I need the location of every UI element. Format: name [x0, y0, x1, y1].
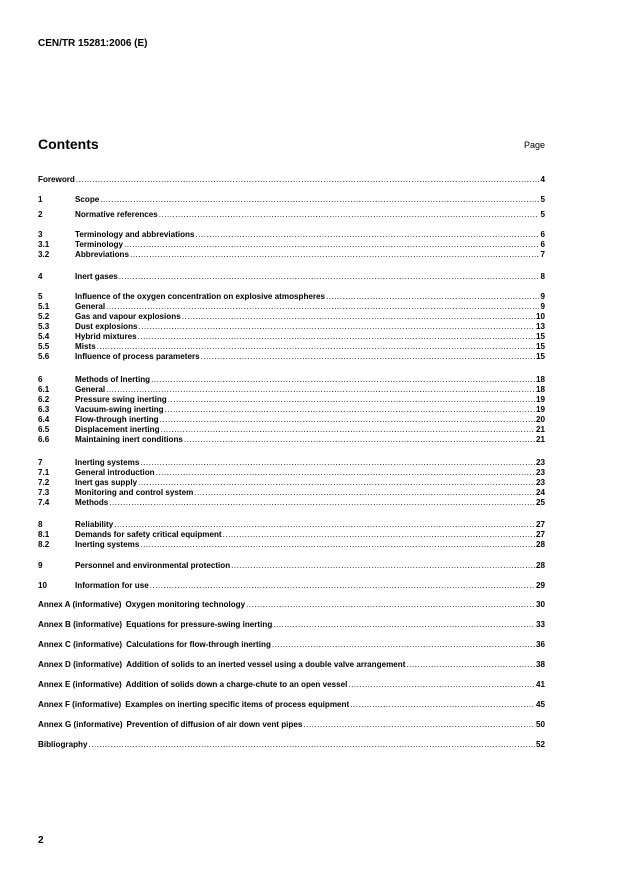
toc-entry-title: Dust explosions — [75, 322, 138, 331]
toc-dot-leader — [165, 405, 535, 415]
toc-entry-title: Oxygen monitoring technology — [125, 600, 246, 609]
toc-dot-leader — [326, 292, 539, 302]
toc-dot-leader — [114, 520, 535, 530]
toc-entry-title: Influence of process parameters — [75, 352, 200, 361]
toc-entry-title: Methods of Inerting — [75, 375, 151, 384]
page-number: 2 — [38, 835, 44, 846]
toc-entry-title: Calculations for flow-through inerting — [126, 640, 271, 649]
toc-dot-leader — [150, 581, 535, 591]
toc-page-number: 36 — [535, 640, 545, 649]
toc-dot-leader — [76, 175, 540, 185]
toc-section-number: 6 — [38, 375, 43, 384]
toc-dot-leader — [184, 435, 535, 445]
toc-page-number: 23 — [535, 468, 545, 477]
toc-entry-title: Displacement inerting — [75, 425, 160, 434]
toc-section-number: 6.1 — [38, 385, 50, 394]
toc-page-number: 6 — [540, 240, 545, 249]
toc-page-number: 25 — [535, 498, 545, 507]
toc-entry[interactable] — [38, 302, 545, 312]
toc-page-number: 19 — [535, 405, 545, 414]
toc-entry[interactable] — [38, 332, 545, 342]
toc-entry-title: Reliability — [75, 520, 114, 529]
toc-entry-title: Monitoring and control system — [75, 488, 194, 497]
toc-entry-title: Mists — [75, 342, 96, 351]
toc-entry[interactable] — [38, 520, 545, 530]
toc-entry-title: Inerting systems — [75, 540, 140, 549]
toc-entry-title: Inert gas supply — [75, 478, 138, 487]
toc-entry-title: General introduction — [75, 468, 155, 477]
page-column-label: Page — [523, 140, 545, 150]
toc-page-number: 15 — [535, 332, 545, 341]
toc-page-number: 28 — [535, 540, 545, 549]
toc-page-number: 27 — [535, 520, 545, 529]
toc-section-number: 6.3 — [38, 405, 50, 414]
toc-section-number: 2 — [38, 210, 43, 219]
toc-section-number: 8.1 — [38, 530, 50, 539]
toc-annex-label: Annex F (informative) — [38, 700, 122, 709]
toc-dot-leader — [201, 352, 535, 362]
toc-page-number: 29 — [535, 581, 545, 590]
toc-entry[interactable] — [38, 435, 545, 445]
toc-entry-title: Maintaining inert conditions — [75, 435, 183, 444]
toc-section-number: 5.6 — [38, 352, 50, 361]
toc-section-number: 3 — [38, 230, 43, 239]
toc-entry[interactable] — [38, 250, 545, 260]
toc-dot-leader — [161, 425, 535, 435]
toc-page-number: 7 — [540, 250, 545, 259]
toc-section-number: 1 — [38, 195, 43, 204]
toc-page-number: 45 — [535, 700, 545, 709]
toc-entry[interactable] — [38, 468, 545, 478]
toc-entry[interactable] — [38, 230, 545, 240]
toc-entry[interactable] — [38, 352, 545, 362]
contents-title: Contents — [38, 136, 99, 152]
toc-entry[interactable] — [38, 540, 545, 550]
toc-entry[interactable] — [38, 405, 545, 415]
toc-page-number: 24 — [535, 488, 545, 497]
toc-dot-leader — [350, 700, 535, 710]
toc-entry[interactable] — [38, 395, 545, 405]
toc-entry[interactable] — [38, 600, 545, 610]
toc-entry[interactable] — [38, 292, 545, 302]
toc-entry[interactable] — [38, 640, 545, 650]
toc-section-number: 7.2 — [38, 478, 50, 487]
toc-section-number: 5.4 — [38, 332, 50, 341]
toc-annex-label: Annex G (informative) — [38, 720, 123, 729]
toc-dot-leader — [273, 620, 535, 630]
toc-entry[interactable] — [38, 240, 545, 250]
toc-dot-leader — [140, 458, 535, 468]
toc-entry[interactable] — [38, 312, 545, 322]
toc-dot-leader — [139, 322, 535, 332]
toc-page-number: 30 — [535, 600, 545, 609]
toc-entry-title: Addition of solids to an inerted vessel using a double valve arrangement — [126, 660, 406, 669]
toc-page-number: 23 — [535, 458, 545, 467]
toc-entry[interactable] — [38, 425, 545, 435]
toc-section-number: 8 — [38, 520, 43, 529]
toc-entry[interactable] — [38, 660, 545, 670]
toc-page-number: 5 — [540, 210, 545, 219]
toc-entry-title: Prevention of diffusion of air down vent pipes — [126, 720, 303, 729]
toc-entry[interactable] — [38, 342, 545, 352]
toc-dot-leader — [195, 230, 539, 240]
toc-section-number: 5.3 — [38, 322, 50, 331]
toc-dot-leader — [119, 272, 540, 282]
toc-entry-title: Demands for safety critical equipment — [75, 530, 222, 539]
toc-dot-leader — [159, 210, 540, 220]
toc-annex-label: Annex D (informative) — [38, 660, 123, 669]
toc-entry-title: Methods — [75, 498, 109, 507]
toc-dot-leader — [231, 561, 535, 571]
toc-dot-leader — [138, 478, 535, 488]
toc-entry[interactable] — [38, 272, 545, 282]
toc-annex-label: Annex A (informative) — [38, 600, 122, 609]
toc-page-number: 8 — [540, 272, 545, 281]
toc-section-number: 5.5 — [38, 342, 50, 351]
toc-section-number: 8.2 — [38, 540, 50, 549]
toc-section-number: 7.1 — [38, 468, 50, 477]
toc-annex-label: Annex C (informative) — [38, 640, 123, 649]
toc-entry-title: Scope — [75, 195, 100, 204]
toc-entry[interactable] — [38, 322, 545, 332]
toc-page-number: 52 — [535, 740, 545, 749]
toc-section-number: 7.3 — [38, 488, 50, 497]
document-id-header: CEN/TR 15281:2006 (E) — [38, 38, 148, 49]
toc-dot-leader — [140, 540, 535, 550]
toc-section-number: 6.5 — [38, 425, 50, 434]
toc-page-number: 18 — [535, 375, 545, 384]
toc-section-number: 3.1 — [38, 240, 50, 249]
toc-section-number: 4 — [38, 272, 43, 281]
toc-page-number: 4 — [540, 175, 545, 184]
toc-dot-leader — [303, 720, 535, 730]
toc-entry-title: Inert gases — [75, 272, 118, 281]
toc-entry[interactable] — [38, 375, 545, 385]
toc-entry-title: Normative references — [75, 210, 158, 219]
toc-page-number: 18 — [535, 385, 545, 394]
toc-entry[interactable] — [38, 415, 545, 425]
toc-dot-leader — [106, 385, 535, 395]
toc-page-number: 20 — [535, 415, 545, 424]
toc-entry-title: Bibliography — [38, 740, 88, 749]
toc-section-number: 6.2 — [38, 395, 50, 404]
toc-entry-title: Hybrid mixtures — [75, 332, 137, 341]
toc-page-number: 33 — [535, 620, 545, 629]
toc-dot-leader — [156, 468, 535, 478]
toc-entry-title: Personnel and environmental protection — [75, 561, 231, 570]
toc-dot-leader — [97, 342, 535, 352]
toc-section-number: 10 — [38, 581, 48, 590]
toc-page-number: 5 — [540, 195, 545, 204]
toc-page-number: 13 — [535, 322, 545, 331]
toc-entry-title: Examples on inerting specific items of process equipment — [125, 700, 350, 709]
toc-dot-leader — [138, 332, 535, 342]
toc-page-number: 23 — [535, 478, 545, 487]
toc-entry[interactable] — [38, 175, 545, 185]
toc-entry[interactable] — [38, 210, 545, 220]
toc-dot-leader — [100, 195, 539, 205]
toc-entry-title: General — [75, 302, 106, 311]
toc-page-number: 27 — [535, 530, 545, 539]
toc-section-number: 5.2 — [38, 312, 50, 321]
toc-section-number: 7 — [38, 458, 43, 467]
toc-entry[interactable] — [38, 385, 545, 395]
toc-dot-leader — [348, 680, 535, 690]
toc-page-number: 50 — [535, 720, 545, 729]
toc-entry[interactable] — [38, 720, 545, 730]
toc-page-number: 41 — [535, 680, 545, 689]
toc-entry[interactable] — [38, 478, 545, 488]
toc-dot-leader — [160, 415, 535, 425]
toc-entry[interactable] — [38, 195, 545, 205]
toc-dot-leader — [246, 600, 535, 610]
toc-entry-title: Information for use — [75, 581, 149, 590]
toc-entry-title: Pressure swing inerting — [75, 395, 167, 404]
toc-entry[interactable] — [38, 700, 545, 710]
toc-section-number: 3.2 — [38, 250, 50, 259]
toc-page-number: 6 — [540, 230, 545, 239]
toc-entry-title: Abbreviations — [75, 250, 129, 259]
toc-entry-title: Gas and vapour explosions — [75, 312, 181, 321]
toc-page-number: 21 — [535, 435, 545, 444]
toc-page-number: 38 — [535, 660, 545, 669]
toc-section-number: 9 — [38, 561, 43, 570]
toc-page-number: 19 — [535, 395, 545, 404]
toc-dot-leader — [223, 530, 535, 540]
toc-annex-label: Annex B (informative) — [38, 620, 123, 629]
toc-entry[interactable] — [38, 680, 545, 690]
toc-section-number: 6.6 — [38, 435, 50, 444]
toc-dot-leader — [151, 375, 535, 385]
toc-entry[interactable] — [38, 740, 545, 750]
toc-page-number: 9 — [540, 292, 545, 301]
toc-entry[interactable] — [38, 498, 545, 508]
toc-entry[interactable] — [38, 530, 545, 540]
toc-entry[interactable] — [38, 488, 545, 498]
toc-dot-leader — [130, 250, 540, 260]
toc-dot-leader — [272, 640, 535, 650]
toc-page-number: 15 — [535, 352, 545, 361]
toc-entry[interactable] — [38, 620, 545, 630]
toc-entry-title: Equations for pressure-swing inerting — [126, 620, 273, 629]
toc-entry-title: Terminology and abbreviations — [75, 230, 195, 239]
toc-page-number: 9 — [540, 302, 545, 311]
toc-section-number: 5 — [38, 292, 43, 301]
toc-entry[interactable] — [38, 561, 545, 571]
toc-page-number: 21 — [535, 425, 545, 434]
toc-annex-label: Annex E (informative) — [38, 680, 122, 689]
toc-entry-title: Terminology — [75, 240, 123, 249]
toc-entry-title: Vacuum-swing inerting — [75, 405, 164, 414]
toc-entry[interactable] — [38, 581, 545, 591]
toc-section-number: 7.4 — [38, 498, 50, 507]
toc-section-number: 5.1 — [38, 302, 50, 311]
toc-section-number: 6.4 — [38, 415, 50, 424]
toc-entry-title: Inerting systems — [75, 458, 140, 467]
toc-dot-leader — [124, 240, 540, 250]
toc-entry-title: General — [75, 385, 106, 394]
toc-entry-title: Flow-through inerting — [75, 415, 159, 424]
toc-page-number: 10 — [535, 312, 545, 321]
toc-entry-title: Addition of solids down a charge-chute to an open vessel — [125, 680, 348, 689]
toc-page-number: 28 — [535, 561, 545, 570]
toc-dot-leader — [168, 395, 535, 405]
toc-entry[interactable] — [38, 458, 545, 468]
toc-dot-leader — [109, 498, 535, 508]
toc-dot-leader — [406, 660, 535, 670]
toc-dot-leader — [106, 302, 539, 312]
toc-dot-leader — [182, 312, 535, 322]
toc-entry-title: Influence of the oxygen concentration on explosive atmospheres — [75, 292, 326, 301]
toc-dot-leader — [88, 740, 535, 750]
toc-page-number: 15 — [535, 342, 545, 351]
toc-entry-title: Foreword — [38, 175, 75, 184]
toc-dot-leader — [194, 488, 535, 498]
